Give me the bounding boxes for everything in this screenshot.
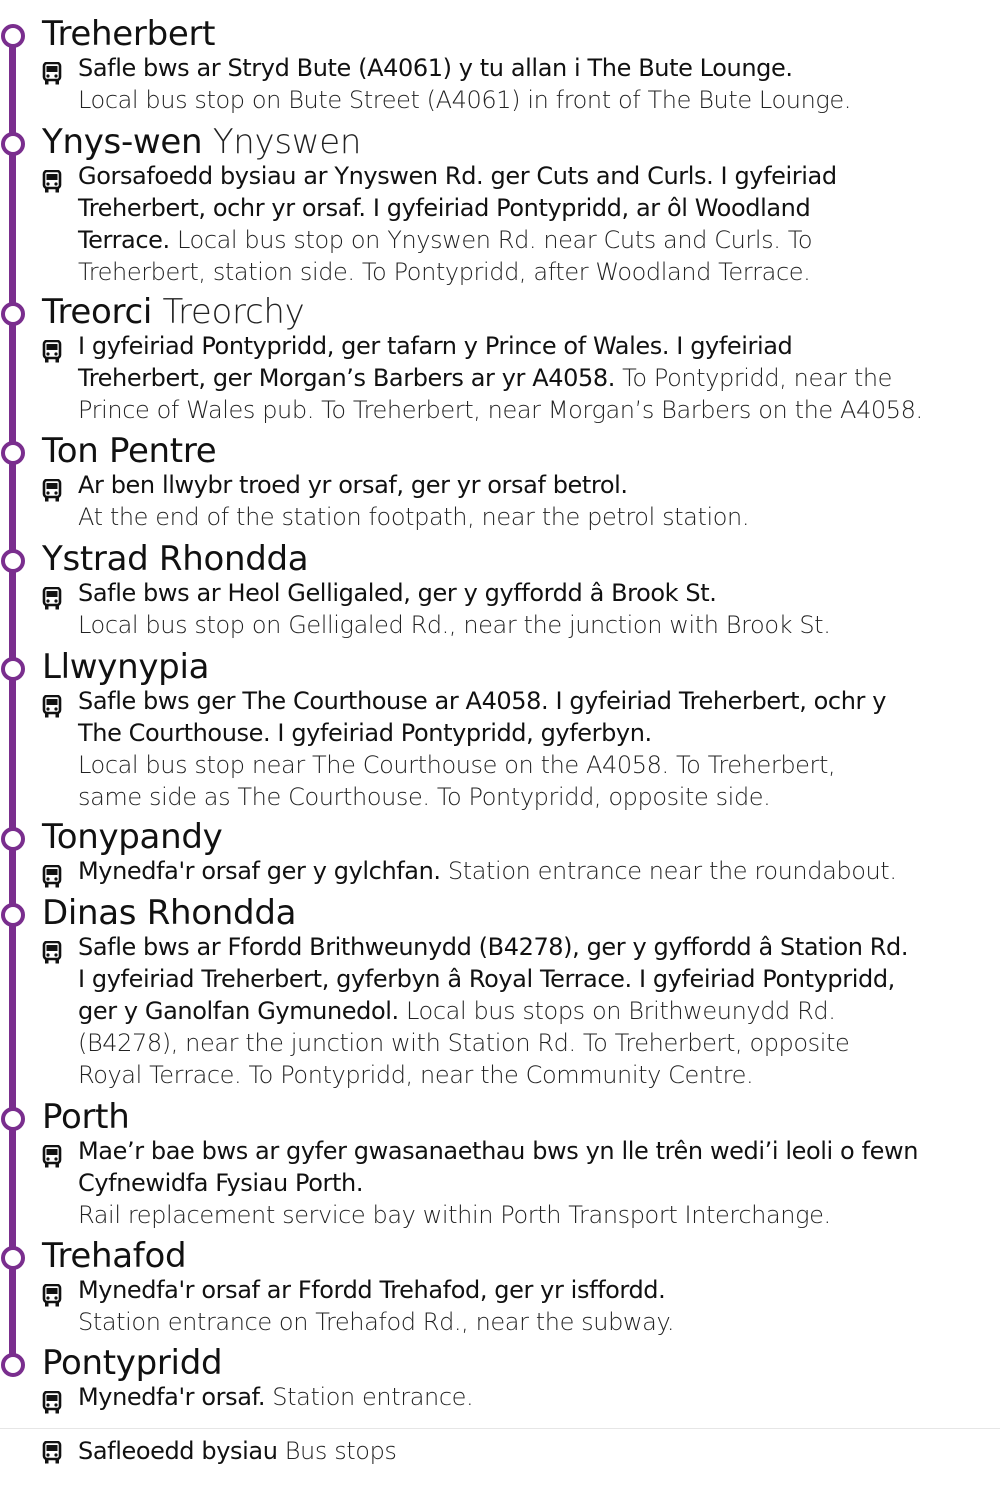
station-name-en: Treorchy <box>162 292 305 332</box>
bus-icon <box>42 587 62 611</box>
info-line <box>78 1306 993 1338</box>
station-marker <box>1 132 25 156</box>
info-line <box>78 1274 993 1306</box>
welsh-text: Cyfnewidfa Fysiau Porth. <box>78 1169 364 1197</box>
english-text: Local bus stop near The Courthouse on the A4058. To Treherbert, <box>78 751 836 779</box>
english-text: Station entrance. <box>265 1383 474 1411</box>
station-marker <box>1 1107 25 1131</box>
info-line <box>78 1027 993 1059</box>
bus-stop-info <box>78 1135 993 1231</box>
english-text: Station entrance near the roundabout. <box>440 857 897 885</box>
bus-icon <box>42 479 62 503</box>
info-line <box>78 256 993 288</box>
bus-icon <box>42 865 62 889</box>
info-line <box>78 1135 993 1167</box>
station-name <box>42 120 361 164</box>
legend <box>0 1428 1000 1477</box>
station-name <box>42 429 216 473</box>
info-line <box>78 855 993 887</box>
info-line <box>78 160 993 192</box>
station-marker <box>1 1353 25 1377</box>
welsh-text: Ar ben llwybr troed yr orsaf, ger yr orsaf betrol. <box>78 471 628 499</box>
info-line <box>78 224 993 256</box>
info-line <box>78 685 993 717</box>
bus-stop-info <box>78 330 993 426</box>
info-line <box>78 1059 993 1091</box>
station-name-cy: Ynys-wen <box>42 122 203 162</box>
bus-icon <box>42 1145 62 1169</box>
welsh-text: Treherbert, ochr yr orsaf. I gyfeiriad Pontypridd, ar ôl Woodland <box>78 194 811 222</box>
route-line <box>9 36 16 1364</box>
station-name <box>42 12 215 56</box>
info-line <box>78 1199 993 1231</box>
welsh-text: Mynedfa'r orsaf ar Ffordd Trehafod, ger yr isffordd. <box>78 1276 666 1304</box>
english-text: Local bus stops on Brithweunydd Rd. <box>398 997 836 1025</box>
english-text: (B4278), near the junction with Station Rd. To Treherbert, opposite <box>78 1029 850 1057</box>
english-text: Local bus stop on Gelligaled Rd., near the junction with Brook St. <box>78 611 831 639</box>
bus-stop-info <box>78 52 993 116</box>
bus-icon <box>42 695 62 719</box>
station-marker <box>1 302 25 326</box>
station-name-cy: Ystrad Rhondda <box>42 539 309 579</box>
bus-icon <box>42 340 62 364</box>
bus-icon <box>42 1284 62 1308</box>
welsh-text: Gorsafoedd bysiau ar Ynyswen Rd. ger Cuts and Curls. I gyfeiriad <box>78 162 837 190</box>
info-line <box>78 717 993 749</box>
legend-label-en: Bus stops <box>277 1437 397 1465</box>
info-line <box>78 330 993 362</box>
welsh-text: Mynedfa'r orsaf ger y gylchfan. <box>78 857 441 885</box>
bus-icon <box>42 62 62 86</box>
station-marker <box>1 827 25 851</box>
bus-stop-info <box>78 1274 993 1338</box>
info-line <box>78 362 993 394</box>
english-text: Local bus stop on Bute Street (A4061) in front of The Bute Lounge. <box>78 86 851 114</box>
english-text: Prince of Wales pub. To Treherbert, near Morgan’s Barbers on the A4058. <box>78 396 923 424</box>
station-name <box>42 1234 186 1278</box>
bus-icon <box>42 170 62 194</box>
station-name-cy: Treherbert <box>42 14 216 54</box>
info-line <box>78 501 993 533</box>
english-text: Rail replacement service bay within Porth Transport Interchange. <box>78 1201 831 1229</box>
station-marker <box>1 657 25 681</box>
bus-icon <box>42 941 62 965</box>
station-name-cy: Porth <box>42 1097 130 1137</box>
station-marker <box>1 549 25 573</box>
station-marker <box>1 903 25 927</box>
station-name <box>42 290 304 334</box>
station-name-cy: Pontypridd <box>42 1343 223 1383</box>
info-line <box>78 1381 993 1413</box>
info-line <box>78 781 993 813</box>
english-text: Royal Terrace. To Pontypridd, near the Community Centre. <box>78 1061 754 1089</box>
station-name <box>42 537 308 581</box>
welsh-text: Safle bws ger The Courthouse ar A4058. I gyfeiriad Treherbert, ochr y <box>78 687 887 715</box>
welsh-text: Safle bws ar Ffordd Brithweunydd (B4278), ger y gyffordd â Station Rd. <box>78 933 909 961</box>
info-line <box>78 192 993 224</box>
welsh-text: Treherbert, ger Morgan’s Barbers ar yr A4058. <box>78 364 615 392</box>
station-name-cy: Llwynypia <box>42 647 210 687</box>
info-line <box>78 469 993 501</box>
info-line <box>78 931 993 963</box>
station-name-cy: Dinas Rhondda <box>42 893 297 933</box>
info-line <box>78 84 993 116</box>
welsh-text: Safle bws ar Stryd Bute (A4061) y tu allan i The Bute Lounge. <box>78 54 793 82</box>
station-name-en: Ynyswen <box>212 122 362 162</box>
station-marker <box>1 441 25 465</box>
bus-stop-info <box>78 1381 993 1413</box>
bus-stop-info <box>78 931 993 1091</box>
english-text: Treherbert, station side. To Pontypridd, after Woodland Terrace. <box>78 258 811 286</box>
info-line <box>78 609 993 641</box>
station-name <box>42 1341 222 1385</box>
welsh-text: Terrace. <box>78 226 170 254</box>
info-line <box>78 749 993 781</box>
english-text: same side as The Courthouse. To Pontypridd, opposite side. <box>78 783 771 811</box>
info-line <box>78 394 993 426</box>
info-line <box>78 577 993 609</box>
station-name-cy: Ton Pentre <box>42 431 217 471</box>
welsh-text: ger y Ganolfan Gymunedol. <box>78 997 399 1025</box>
station-name <box>42 815 222 859</box>
english-text: Station entrance on Trehafod Rd., near the subway. <box>78 1308 675 1336</box>
bus-stop-info <box>78 685 993 813</box>
welsh-text: Mae’r bae bws ar gyfer gwasanaethau bws yn lle trên wedi’i leoli o fewn <box>78 1137 919 1165</box>
station-name-cy: Treorci <box>42 292 152 332</box>
welsh-text: The Courthouse. I gyfeiriad Pontypridd, gyferbyn. <box>78 719 652 747</box>
welsh-text: Mynedfa'r orsaf. <box>78 1383 266 1411</box>
station-marker <box>1 24 25 48</box>
bus-icon <box>42 1391 62 1415</box>
station-name-cy: Trehafod <box>42 1236 187 1276</box>
station-name <box>42 1095 129 1139</box>
english-text: Local bus stop on Ynyswen Rd. near Cuts and Curls. To <box>169 226 813 254</box>
bus-stop-info <box>78 160 993 288</box>
english-text: To Pontypridd, near the <box>614 364 893 392</box>
bus-icon <box>42 1441 62 1465</box>
info-line <box>78 52 993 84</box>
english-text: At the end of the station footpath, near the petrol station. <box>78 503 750 531</box>
info-line <box>78 995 993 1027</box>
bus-stop-info <box>78 855 993 887</box>
legend-label <box>78 1435 993 1467</box>
legend-label-cy: Safleoedd bysiau <box>78 1437 278 1465</box>
welsh-text: I gyfeiriad Treherbert, gyferbyn â Royal Terrace. I gyfeiriad Pontypridd, <box>78 965 895 993</box>
station-name-cy: Tonypandy <box>42 817 223 857</box>
welsh-text: I gyfeiriad Pontypridd, ger tafarn y Prince of Wales. I gyfeiriad <box>78 332 793 360</box>
station-name <box>42 645 209 689</box>
bus-stop-info <box>78 577 993 641</box>
info-line <box>78 1167 993 1199</box>
station-marker <box>1 1246 25 1270</box>
bus-stop-info <box>78 469 993 533</box>
info-line <box>78 963 993 995</box>
welsh-text: Safle bws ar Heol Gelligaled, ger y gyffordd â Brook St. <box>78 579 717 607</box>
station-name <box>42 891 296 935</box>
